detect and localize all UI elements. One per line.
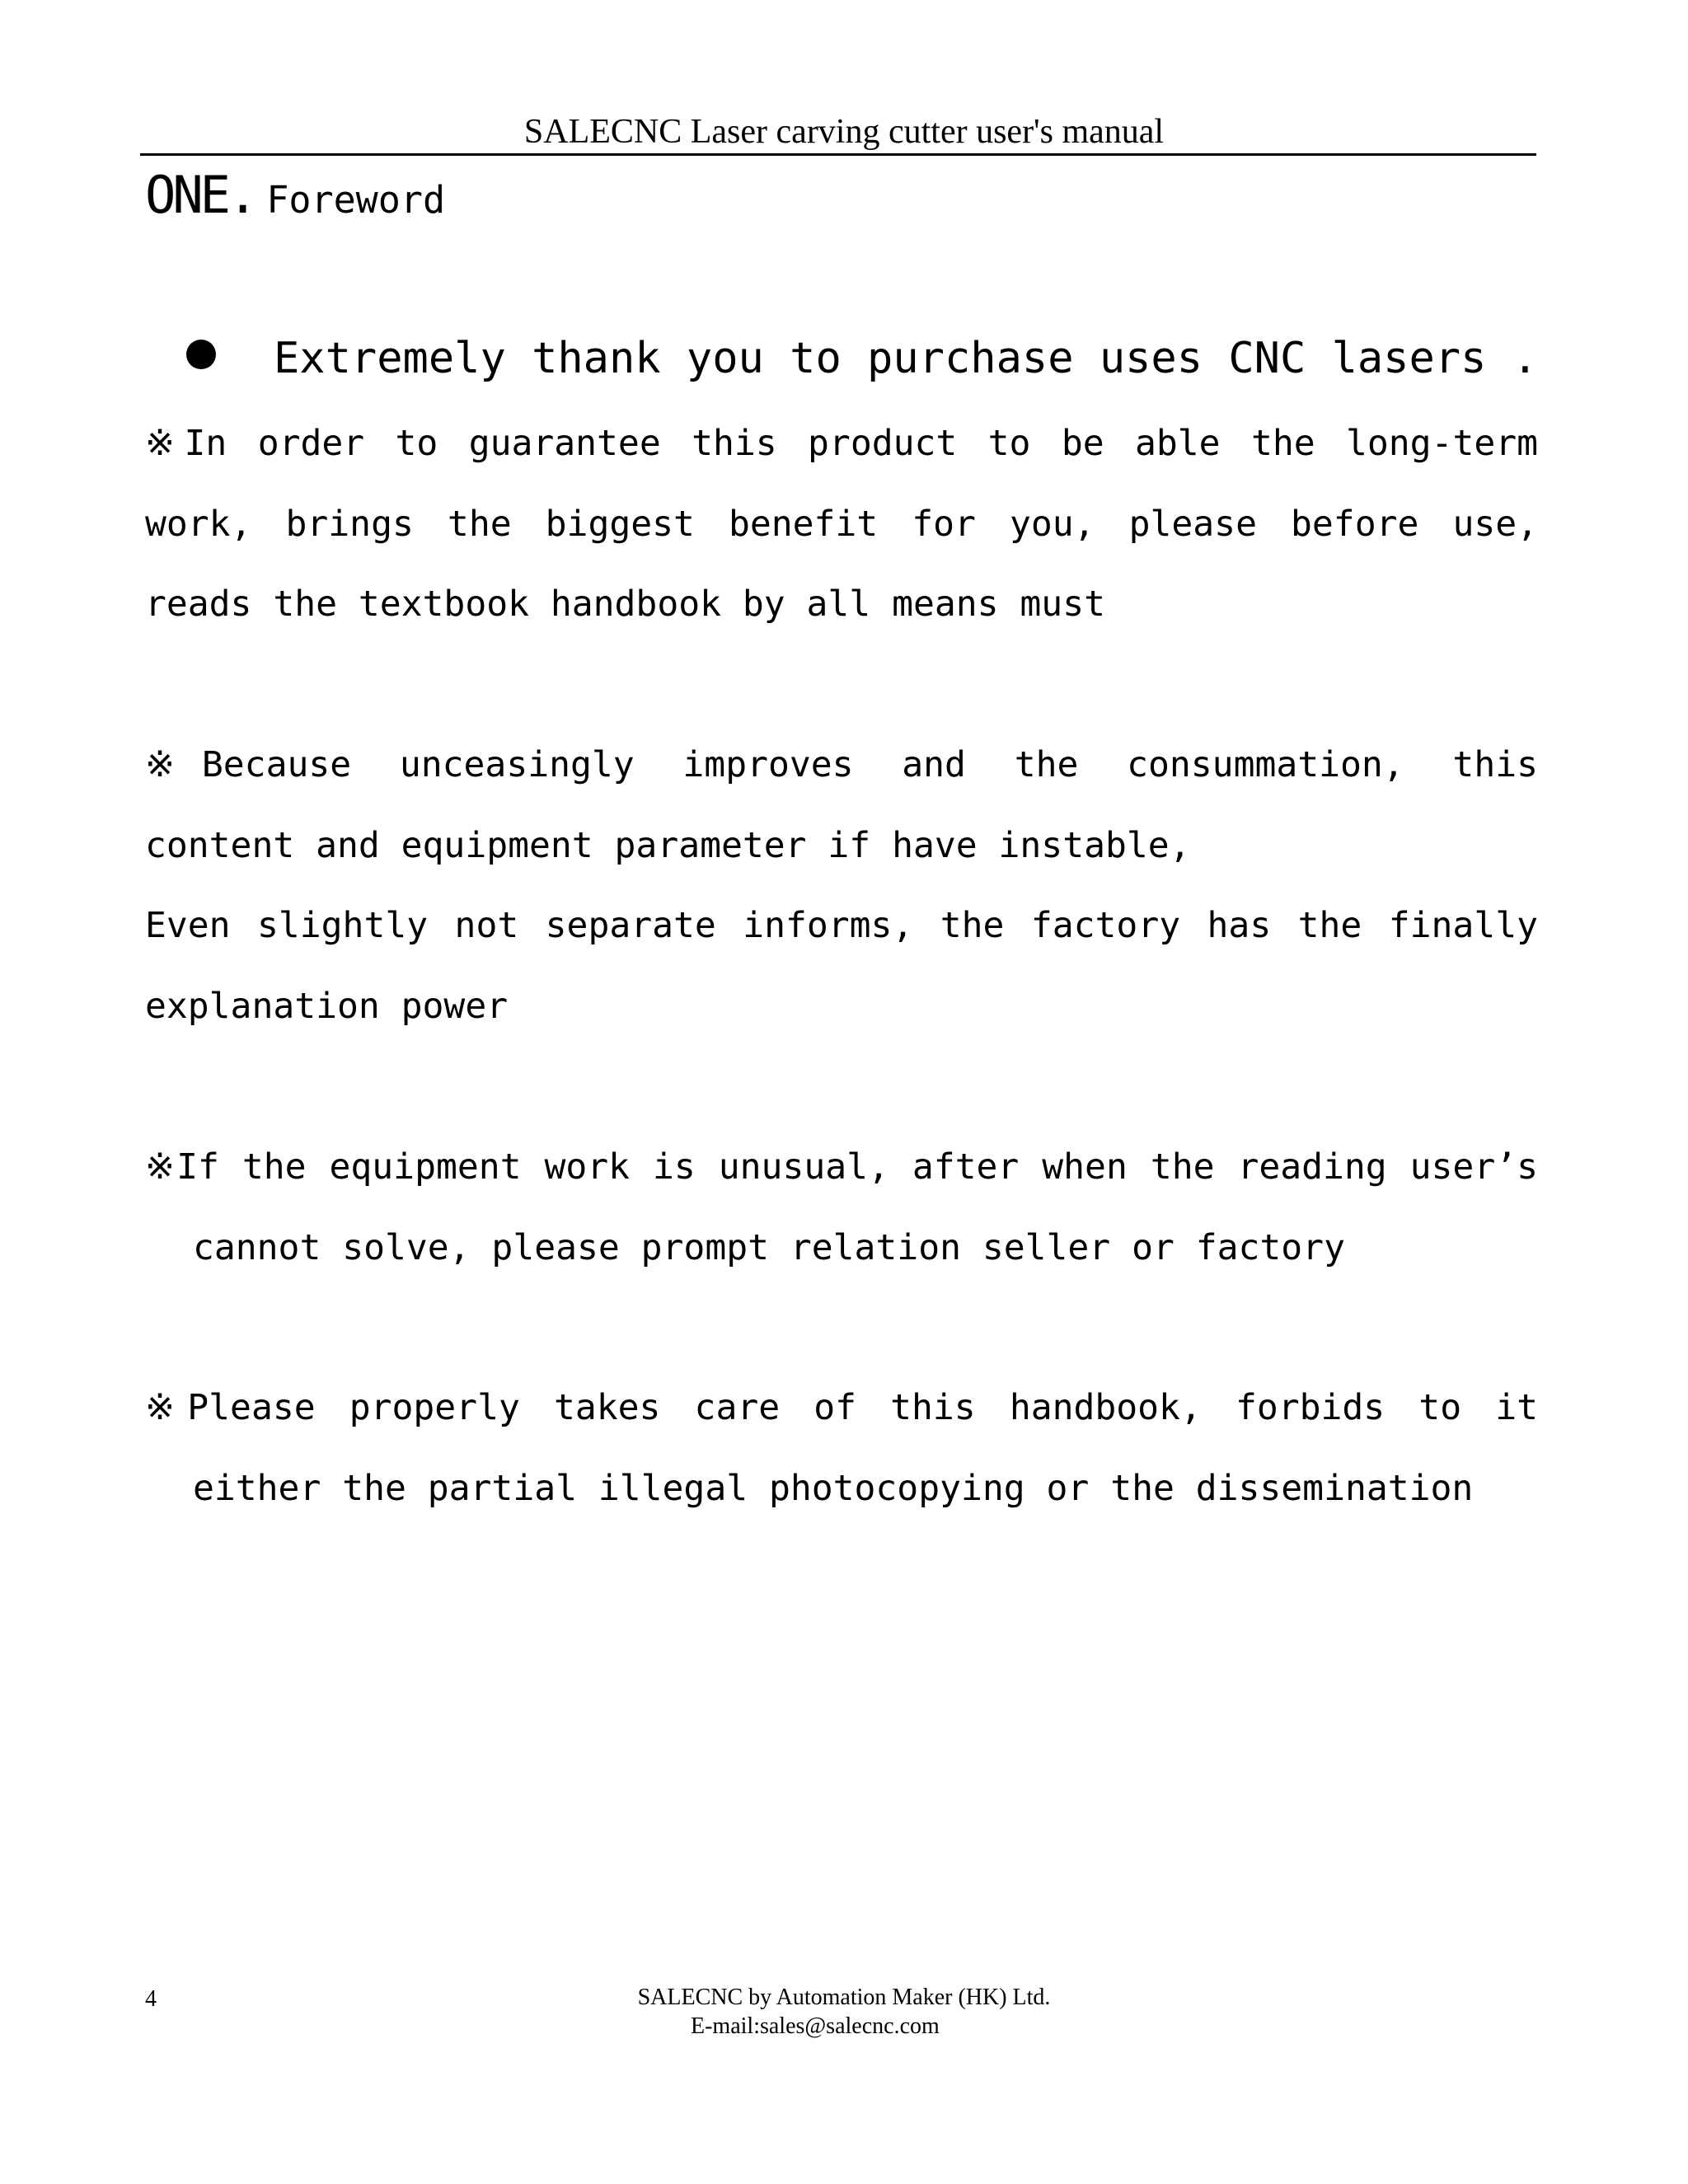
paragraph-line: ※Please properly takes care of this handbook, forbids to it (145, 1387, 1538, 1428)
section-title: Foreword (266, 178, 446, 222)
paragraph-line: work, brings the biggest benefit for you, please before use, (145, 503, 1538, 545)
section-number: ONE. (145, 165, 256, 225)
header-divider (140, 153, 1536, 156)
paragraph-unusual-work (145, 1127, 1538, 1288)
paragraph-line: reads the textbook handbook by all means must (145, 583, 1105, 625)
paragraph-line: ※If the equipment work is unusual, after when the reading user’s (145, 1146, 1538, 1188)
footer-company: SALECNC by Automation Maker (HK) Ltd. (637, 1985, 1051, 2010)
paragraph-line: either the partial illegal photocopying or the dissemination (193, 1467, 1474, 1509)
paragraph-line: content and equipment parameter if have instable, (145, 824, 1191, 866)
paragraph-line: explanation power (145, 985, 509, 1027)
paragraph-improvement-notice (145, 725, 1538, 1047)
bullet-text: Extremely thank you to purchase uses CNC lasers . (274, 334, 1539, 383)
paragraph-line: Even slightly not separate informs, the factory has the finally (145, 905, 1538, 946)
bullet-dot-icon (186, 340, 216, 369)
page-number: 4 (145, 1986, 157, 2012)
paragraph-line: ※In order to guarantee this product to be able the long-term (145, 423, 1538, 464)
running-header-title: SALECNC Laser carving cutter user's manual (523, 113, 1165, 151)
section-heading (145, 165, 445, 239)
bullet-statement (186, 330, 1538, 387)
paragraph-line: ※Because unceasingly improves and the consummation, this (145, 744, 1538, 785)
footer-email: E-mail:sales@salecnc.com (691, 2013, 940, 2039)
paragraph-handbook-care (145, 1368, 1538, 1529)
paragraph-line: cannot solve, please prompt relation seller or factory (193, 1226, 1345, 1268)
paragraph-quality-guarantee (145, 404, 1538, 645)
